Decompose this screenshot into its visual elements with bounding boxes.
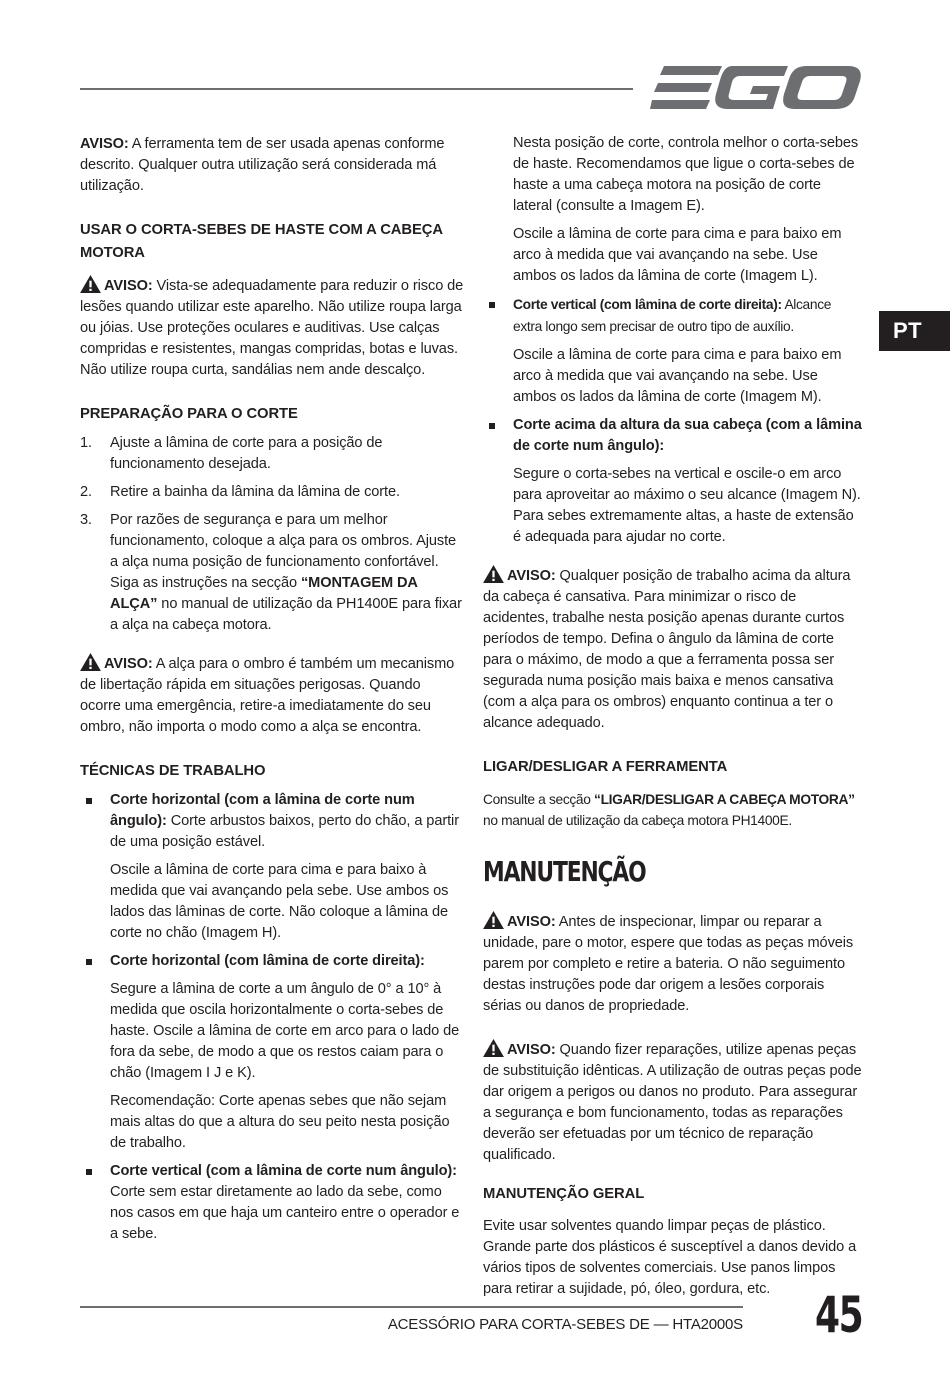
warning-clothing bbox=[80, 275, 465, 381]
warning-triangle-icon bbox=[483, 565, 504, 583]
warning-text: Qualquer posição de trabalho acima da altura da cabeça é cansativa. Para minimizar o risco de acidentes, trabalhe nesta posição apenas durante curtos períodos de tempo. Defina o ângulo da lâmina de corte para o máximo, de modo a que a ferramenta possa ser segurada numa posição mais baixa e menos cansativa (com a alça para os ombros) enquanto continua a ter o alcance adequado. bbox=[483, 568, 851, 731]
page-number: 45 bbox=[815, 1286, 863, 1344]
bullet-square-icon bbox=[86, 798, 92, 804]
warning-label: AVISO: bbox=[80, 136, 129, 152]
list-item: Corte vertical (com lâmina de corte direita): Alcance extra longo sem precisar de outro tipo de auxílio. bbox=[483, 294, 863, 338]
warning-misuse bbox=[80, 134, 465, 197]
warning-text: Vista-se adequadamente para reduzir o risco de lesões quando utilizar este aparelho. Não utilize roupa larga ou jóias. Use proteções oculares e auditivas. Use calças compridas e resistentes, mangas compridas, botas e luvas. Não utilize roupa curta, sandálias nem ande descalço. bbox=[80, 278, 464, 378]
warning-triangle-icon bbox=[483, 1039, 504, 1057]
footer-rule bbox=[80, 1306, 743, 1308]
list-item: Corte vertical (com a lâmina de corte num ângulo): Corte sem estar diretamente ao lado da sebe, como nos casos em que haja um canteiro entre o operador e a sebe. bbox=[80, 1161, 465, 1245]
heading-using: USAR O CORTA-SEBES DE HASTE COM A CABEÇA MOTORA bbox=[80, 222, 443, 261]
warning-strap bbox=[80, 653, 465, 738]
list-item: 2. Retire a bainha da lâmina da lâmina de corte. bbox=[80, 484, 400, 500]
warning-triangle-icon bbox=[80, 275, 101, 293]
heading-on-off: LIGAR/DESLIGAR A FERRAMENTA bbox=[483, 759, 728, 775]
warning-text: A alça para o ombro é também um mecanismo de libertação rápida em situações perigosas. Quando ocorre uma emergência, retire-a imediatamente do seu ombro, não importa o modo como a alça se encontra. bbox=[80, 656, 455, 735]
warning-label: AVISO: bbox=[507, 568, 556, 584]
warning-label: AVISO: bbox=[507, 914, 556, 930]
preparation-steps bbox=[80, 433, 465, 636]
right-column bbox=[483, 133, 863, 1300]
list-item: 1. Ajuste a lâmina de corte para a posição de funcionamento desejada. bbox=[80, 435, 383, 472]
warning-text: A ferramenta tem de ser usada apenas conforme descrito. Qualquer outra utilização será considerada má utilização. bbox=[80, 136, 445, 194]
warning-label: AVISO: bbox=[104, 656, 153, 672]
technique-detail: Oscile a lâmina de corte para cima e para baixo à medida que vai avançando pela sebe. Use ambos os lados das lâminas de corte. Não coloque a lâmina de corte no chão (Imagem H). bbox=[110, 862, 449, 941]
list-item: Corte horizontal (com a lâmina de corte num ângulo): Corte arbustos baixos, perto do chão, a partir de uma posição estável. bbox=[80, 790, 465, 853]
list-item: Corte horizontal (com lâmina de corte direita): bbox=[80, 951, 465, 972]
warning-triangle-icon bbox=[483, 911, 504, 929]
technique-recommendation: Recomendação: Corte apenas sebes que não sejam mais altas do que a altura do seu peito nesta posição de trabalho. bbox=[110, 1093, 450, 1151]
technique-detail: Nesta posição de corte, controla melhor o corta-sebes de haste. Recomendamos que ligue o corta-sebes de haste a uma cabeça motora na posição de corte lateral (consulte a Imagem E). bbox=[513, 135, 859, 214]
warning-text: Quando fizer reparações, utilize apenas peças de substituição idênticas. A utilização de outras peças pode dar origem a perigos ou danos no produto. Para assegurar a segurança e bom funcionamento, todas as reparações deverão ser efetuadas por um técnico de reparação qualificado. bbox=[483, 1042, 862, 1163]
language-tab: PT bbox=[879, 311, 950, 351]
left-column bbox=[80, 134, 465, 1245]
heading-preparation: PREPARAÇÃO PARA O CORTE bbox=[80, 406, 298, 422]
technique-detail: Segure o corta-sebes na vertical e oscile-o em arco para aproveitar ao máximo o seu alcance (Imagem N). Para sebes extremamente altas, a haste de extensão é adequada para ajudar no corte. bbox=[513, 466, 861, 545]
bullet-square-icon bbox=[489, 423, 495, 429]
warning-triangle-icon bbox=[80, 653, 101, 671]
warning-label: AVISO: bbox=[507, 1042, 556, 1058]
bullet-square-icon bbox=[86, 959, 92, 965]
technique-detail: Oscile a lâmina de corte para cima e para baixo em arco à medida que vai avançando na sebe. Use ambos os lados da lâmina de corte (Imagem L). bbox=[513, 226, 842, 284]
footer-doc-title: ACESSÓRIO PARA CORTA-SEBES DE — HTA2000S bbox=[387, 1316, 743, 1333]
list-item: 3. Por razões de segurança e para um melhor funcionamento, coloque a alça para os ombros. Ajuste a alça numa posição de funcionamento confortável. Siga as instruções na secção “MONTAGEM DA ALÇA” no manual de utilização da PH1400E para fixar a alça na cabeça motora. bbox=[80, 512, 462, 633]
bullet-square-icon bbox=[86, 1169, 92, 1175]
ego-logo bbox=[650, 64, 862, 112]
techniques-list bbox=[80, 790, 465, 853]
technique-detail: Segure a lâmina de corte a um ângulo de 0° a 10° à medida que oscila horizontalmente o corta-sebes de haste. Oscile a lâmina de corte em arco para o lado de fora da sebe, de modo a que os restos caiam para o chão (Imagem I J e K). bbox=[110, 981, 460, 1081]
warning-repairs bbox=[483, 1039, 863, 1166]
bullet-square-icon bbox=[489, 302, 495, 308]
list-item: Corte acima da altura da sua cabeça (com a lâmina de corte num ângulo): bbox=[483, 415, 863, 457]
warning-label: AVISO: bbox=[104, 278, 153, 294]
general-maintenance-text: Evite usar solventes quando limpar peças de plástico. Grande parte dos plásticos é susceptível a danos devido a vários tipos de solventes comerciais. Use panos limpos para retirar a sujidade, pó, óleo, gordura, etc. bbox=[483, 1218, 857, 1297]
warning-text: Antes de inspecionar, limpar ou reparar a unidade, pare o motor, espere que todas as peças móveis parem por completo e retire a bateria. O não seguimento destas instruções pode dar origem a lesões corporais sérias ou danos de propriedade. bbox=[483, 914, 854, 1014]
on-off-text: Consulte a secção “LIGAR/DESLIGAR A CABEÇA MOTORA” no manual de utilização da cabeça motora PH1400E. bbox=[483, 792, 855, 828]
warning-inspection bbox=[483, 911, 863, 1017]
heading-techniques: TÉCNICAS DE TRABALHO bbox=[80, 763, 266, 779]
technique-detail: Oscile a lâmina de corte para cima e para baixo em arco à medida que vai avançando na sebe. Use ambos os lados da lâmina de corte (Imagem M). bbox=[513, 347, 842, 405]
header-rule bbox=[80, 88, 633, 90]
section-title-maintenance: MANUTENÇÃO bbox=[483, 855, 646, 888]
warning-overhead bbox=[483, 565, 863, 734]
heading-general-maintenance: MANUTENÇÃO GERAL bbox=[483, 1186, 645, 1202]
